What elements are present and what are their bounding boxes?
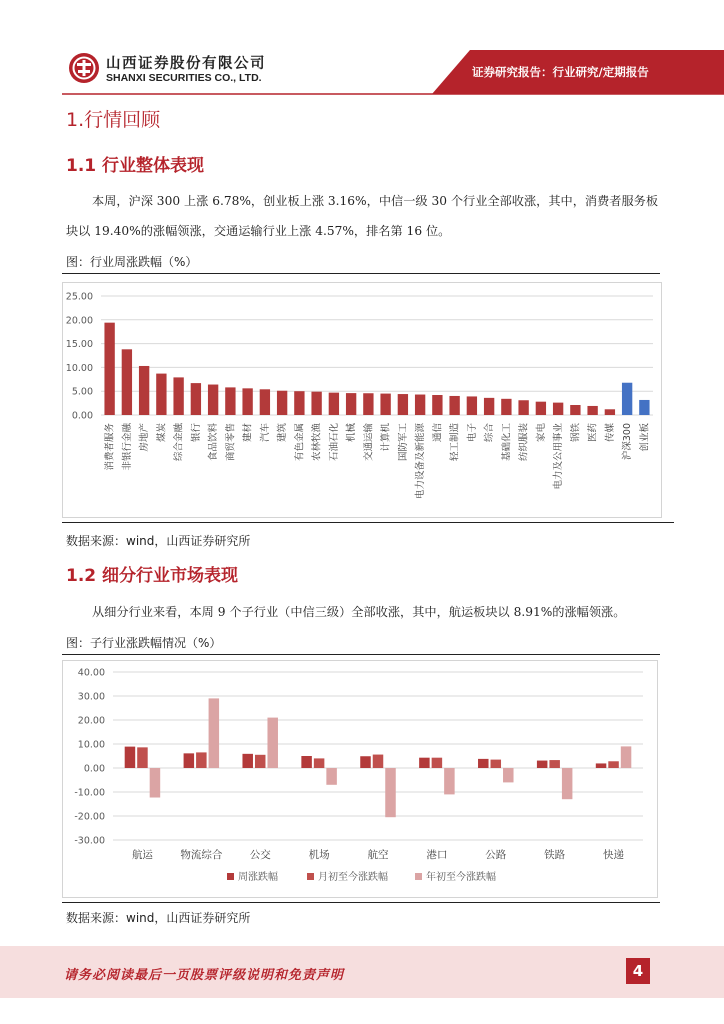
subindustry-bar-chart xyxy=(63,661,657,897)
section-title: 1.行情回顾 xyxy=(66,109,161,131)
bar xyxy=(432,758,443,768)
bar xyxy=(139,366,149,415)
bar xyxy=(398,394,408,415)
y-tick-label: -20.00 xyxy=(74,811,105,823)
x-tick-label: 有色金属 xyxy=(294,423,306,462)
x-tick-label: 电子 xyxy=(466,423,478,443)
bar xyxy=(184,753,195,768)
chart-industry-weekly xyxy=(62,282,662,518)
y-tick-label: 0.00 xyxy=(83,763,105,775)
bar xyxy=(255,755,266,768)
bar xyxy=(467,396,477,415)
bar xyxy=(621,746,632,768)
x-tick-label: 钢铁 xyxy=(570,423,582,443)
header-banner xyxy=(0,0,724,100)
bar xyxy=(537,761,548,768)
x-tick-label: 家电 xyxy=(535,423,547,443)
bar xyxy=(536,402,546,415)
bar xyxy=(503,768,514,782)
x-tick-label: 公交 xyxy=(249,849,271,861)
legend-label: 月初至今涨跌幅 xyxy=(318,872,388,883)
x-tick-label: 煤炭 xyxy=(156,423,168,443)
bar xyxy=(380,394,390,415)
legend-label: 周涨跌幅 xyxy=(238,872,278,883)
bar xyxy=(596,763,607,768)
x-tick-label: 汽车 xyxy=(259,423,271,443)
bar xyxy=(242,754,253,768)
source-rule-1 xyxy=(62,522,674,523)
x-tick-label: 建筑 xyxy=(277,423,289,443)
y-tick-label: 25.00 xyxy=(65,291,93,303)
company-logo-icon xyxy=(68,52,100,84)
x-tick-label: 医药 xyxy=(587,423,599,443)
x-tick-label: 创业板 xyxy=(639,423,651,452)
bar xyxy=(562,768,573,799)
y-tick-label: 10.00 xyxy=(65,362,93,374)
page-number: 4 xyxy=(626,958,650,984)
x-tick-label: 港口 xyxy=(426,849,448,861)
bar xyxy=(518,400,528,415)
bar xyxy=(314,758,325,768)
caption-rule-2 xyxy=(62,654,660,655)
x-tick-label: 石油石化 xyxy=(328,423,340,462)
x-tick-label: 轻工制造 xyxy=(449,423,461,462)
chart-subindustry xyxy=(62,660,658,898)
subsection-title-1: 1.1 行业整体表现 xyxy=(66,156,205,176)
bar xyxy=(173,377,183,415)
legend-swatch xyxy=(415,873,422,880)
y-tick-label: 10.00 xyxy=(77,739,105,751)
bar xyxy=(301,756,312,768)
bar xyxy=(608,761,619,768)
x-tick-label: 航空 xyxy=(367,849,389,861)
bar xyxy=(622,383,632,415)
bar xyxy=(484,398,494,415)
x-tick-label: 综合金融 xyxy=(173,423,185,462)
bar xyxy=(311,392,321,415)
x-tick-label: 综合 xyxy=(484,423,496,443)
bar xyxy=(346,393,356,415)
y-tick-label: 20.00 xyxy=(65,315,93,327)
figure-caption-1: 图：行业周涨跌幅（%） xyxy=(66,255,198,269)
legend-swatch xyxy=(227,873,234,880)
bar xyxy=(209,698,220,768)
x-tick-label: 航运 xyxy=(131,849,153,861)
y-tick-label: 5.00 xyxy=(71,386,93,398)
bar xyxy=(449,396,459,415)
bar xyxy=(553,403,563,415)
bar xyxy=(501,399,511,415)
data-source-1: 数据来源：wind，山西证券研究所 xyxy=(66,534,251,548)
bar xyxy=(444,768,455,794)
x-tick-label: 计算机 xyxy=(380,423,392,452)
bar xyxy=(156,374,166,415)
bar xyxy=(570,405,580,415)
bar xyxy=(267,718,278,768)
bar xyxy=(294,391,304,415)
bar xyxy=(363,393,373,415)
bar xyxy=(122,349,132,415)
x-tick-label: 铁路 xyxy=(544,849,566,861)
company-name-en: SHANXI SECURITIES CO., LTD. xyxy=(106,72,262,84)
bar xyxy=(125,747,136,768)
x-tick-label: 非银行金融 xyxy=(121,423,133,471)
x-tick-label: 沪深300 xyxy=(622,423,634,461)
company-name-cn: 山西证券股份有限公司 xyxy=(106,56,266,72)
x-tick-label: 公路 xyxy=(485,849,507,861)
bar xyxy=(419,758,430,768)
bar xyxy=(549,760,560,768)
y-tick-label: 20.00 xyxy=(77,715,105,727)
bar xyxy=(491,760,502,768)
bar xyxy=(191,383,201,415)
bar xyxy=(639,400,649,415)
bar xyxy=(605,409,615,415)
bar xyxy=(360,756,371,768)
bar xyxy=(277,391,287,415)
bar xyxy=(150,768,161,798)
figure-caption-2: 图：子行业涨跌幅情况（%） xyxy=(66,636,222,650)
bar xyxy=(373,755,384,768)
bar xyxy=(478,759,489,768)
legend-label: 年初至今涨跌幅 xyxy=(426,872,496,883)
x-tick-label: 消费者服务 xyxy=(104,423,116,471)
legend-swatch xyxy=(307,873,314,880)
bar xyxy=(415,395,425,415)
bar xyxy=(432,395,442,415)
bar xyxy=(329,393,339,415)
footer-disclaimer: 请务必阅读最后一页股票评级说明和免责声明 xyxy=(64,968,345,983)
y-tick-label: 40.00 xyxy=(77,667,105,679)
bar xyxy=(104,323,114,415)
caption-rule-1 xyxy=(62,273,660,274)
x-tick-label: 国防军工 xyxy=(397,423,409,462)
x-tick-label: 机场 xyxy=(308,849,330,861)
x-tick-label: 通信 xyxy=(432,423,444,443)
y-tick-label: -30.00 xyxy=(74,835,105,847)
bar xyxy=(385,768,396,817)
bar xyxy=(260,389,270,415)
x-tick-label: 机械 xyxy=(346,423,358,443)
x-tick-label: 食品饮料 xyxy=(208,423,220,462)
bar xyxy=(208,385,218,415)
paragraph-1-line-1: 本周，沪深 300 上涨 6.78%，创业板上涨 3.16%，中信一级 30 个行业全部收涨，其中，消费者服务板 xyxy=(92,194,659,208)
x-tick-label: 银行 xyxy=(190,423,202,443)
y-tick-label: 30.00 xyxy=(77,691,105,703)
industry-bar-chart xyxy=(63,283,661,517)
paragraph-1-line-2: 块以 19.40%的涨幅领涨，交通运输行业上涨 4.57%，排名第 16 位。 xyxy=(66,224,451,238)
x-tick-label: 房地产 xyxy=(139,423,151,452)
bar xyxy=(242,388,252,415)
bar xyxy=(587,406,597,415)
bar xyxy=(196,752,207,768)
paragraph-2-line-1: 从细分行业来看，本周 9 个子行业（中信三级）全部收涨，其中，航运板块以 8.91%的涨幅领涨。 xyxy=(92,605,626,619)
bar xyxy=(326,768,337,785)
y-tick-label: 0.00 xyxy=(71,410,93,422)
x-tick-label: 快递 xyxy=(603,849,625,861)
report-type-label: 证券研究报告：行业研究/定期报告 xyxy=(472,65,649,79)
bar xyxy=(137,747,148,768)
x-tick-label: 物流综合 xyxy=(180,849,223,861)
x-tick-label: 农林牧渔 xyxy=(311,423,323,462)
subsection-title-2: 1.2 细分行业市场表现 xyxy=(66,566,239,586)
x-tick-label: 纺织服装 xyxy=(518,423,530,462)
source-rule-2 xyxy=(62,902,660,903)
y-tick-label: 15.00 xyxy=(65,339,93,351)
x-tick-label: 交通运输 xyxy=(363,423,375,462)
x-tick-label: 传媒 xyxy=(604,423,616,443)
x-tick-label: 电力及公用事业 xyxy=(553,423,565,490)
x-tick-label: 电力设备及新能源 xyxy=(415,423,427,500)
bar xyxy=(225,387,235,415)
y-tick-label: -10.00 xyxy=(74,787,105,799)
x-tick-label: 基础化工 xyxy=(501,423,513,462)
x-tick-label: 商贸零售 xyxy=(225,423,237,462)
data-source-2: 数据来源：wind，山西证券研究所 xyxy=(66,911,251,925)
x-tick-label: 建材 xyxy=(242,423,254,443)
